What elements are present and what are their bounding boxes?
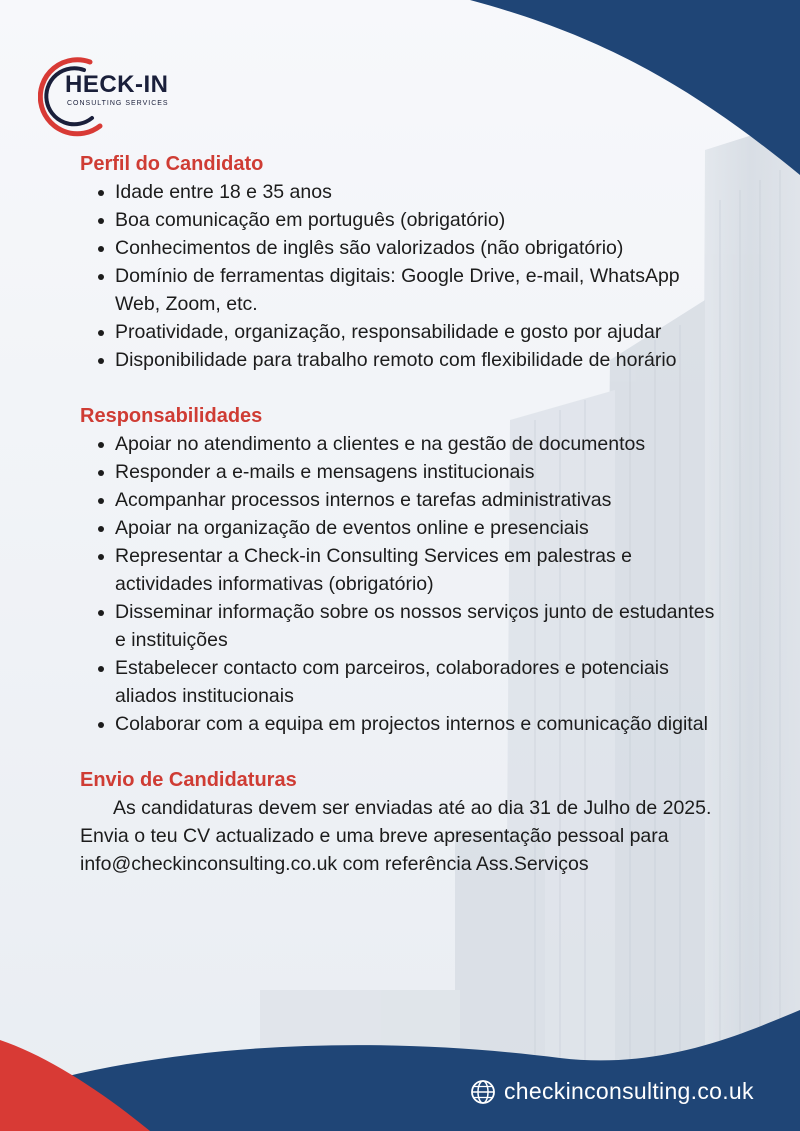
list-item: Boa comunicação em português (obrigatório) (115, 206, 730, 234)
list-item: Colaborar com a equipa em projectos internos e comunicação digital (115, 710, 730, 738)
list-item: Disseminar informação sobre os nossos serviços junto de estudantes e instituições (115, 598, 730, 654)
website-link[interactable]: checkinconsulting.co.uk (504, 1078, 754, 1104)
logo-wordmark: HECK-IN (65, 71, 169, 98)
company-logo (38, 48, 178, 138)
list-item: Domínio de ferramentas digitais: Google Drive, e-mail, WhatsApp Web, Zoom, etc. (115, 262, 730, 318)
list-item: Disponibilidade para trabalho remoto com flexibilidade de horário (115, 346, 730, 374)
main-content (80, 150, 730, 878)
list-item: Estabelecer contacto com parceiros, colaboradores e potenciais aliados institucionais (115, 654, 730, 710)
application-heading: Envio de Candidaturas (80, 769, 297, 791)
profile-list (80, 178, 730, 374)
list-item: Proatividade, organização, responsabilidade e gosto por ajudar (115, 318, 730, 346)
list-item: Responder a e-mails e mensagens institucionais (115, 458, 730, 486)
list-item: Representar a Check-in Consulting Services em palestras e actividades informativas (obrigatório) (115, 542, 730, 598)
list-item: Idade entre 18 e 35 anos (115, 178, 730, 206)
profile-heading: Perfil do Candidato (80, 153, 264, 175)
list-item: Acompanhar processos internos e tarefas administrativas (115, 486, 730, 514)
list-item: Conhecimentos de inglês são valorizados (não obrigatório) (115, 234, 730, 262)
application-text: As candidaturas devem ser enviadas até ao dia 31 de Julho de 2025. Envia o teu CV actualizado e uma breve apresentação pessoal para info@checkinconsulting.co.uk com referência Ass.Serviços (80, 797, 712, 875)
list-item: Apoiar na organização de eventos online e presenciais (115, 514, 730, 542)
responsibilities-list (80, 430, 730, 738)
responsibilities-heading: Responsabilidades (80, 405, 263, 427)
logo-tagline: CONSULTING SERVICES (67, 100, 169, 107)
list-item: Apoiar no atendimento a clientes e na gestão de documentos (115, 430, 730, 458)
globe-icon (470, 1079, 496, 1105)
footer-website[interactable] (470, 1078, 754, 1105)
